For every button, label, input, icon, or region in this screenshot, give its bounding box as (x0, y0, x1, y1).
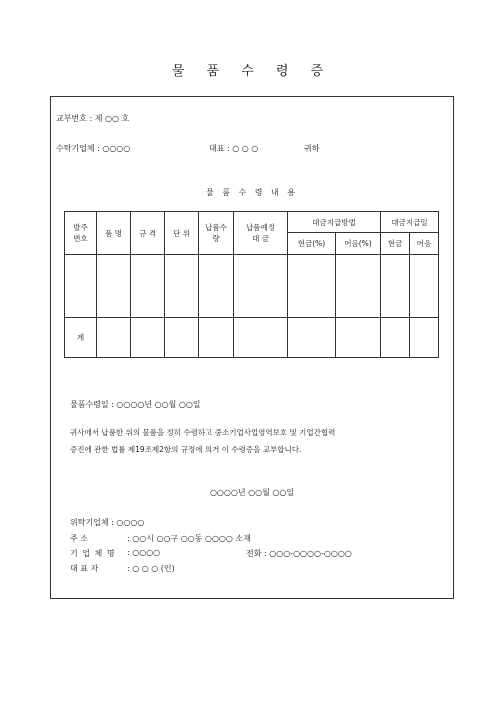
issue-number: 교부번호 : 제 ○○ 호 (56, 114, 130, 123)
header-order-no: 발주 번호 (65, 212, 97, 255)
issuer-name: : ○○○○ (127, 548, 161, 557)
table-cell (410, 255, 439, 318)
table-cell (131, 255, 165, 318)
header-pay-method: 대금지급방법 (288, 212, 381, 233)
issuer-address: : ○○시 ○○구 ○○동 ○○○○ 소재 (127, 534, 251, 543)
contractor-representative: 대표 : ○ ○ ○ (209, 144, 259, 153)
receipt-date: 물품수령일 : ○○○○년 ○○월 ○○일 (70, 400, 201, 409)
header-cash: 현금 (381, 233, 410, 255)
table-cell (97, 318, 131, 358)
table-cell (234, 318, 288, 358)
issuer-company: 위탁기업체 : ○○○○ (70, 518, 145, 527)
issuer-address-label: 주 소 (70, 534, 88, 543)
header-unit: 단 위 (165, 212, 199, 255)
table-cell (65, 255, 97, 318)
table-cell (288, 318, 336, 358)
issuer-rep: : ○ ○ ○ (인) (127, 564, 175, 573)
header-spec: 규 격 (131, 212, 165, 255)
table-cell (199, 318, 234, 358)
table-total-row (65, 318, 439, 358)
table-cell (97, 255, 131, 318)
honorific: 귀하 (304, 144, 320, 153)
table-cell (336, 255, 381, 318)
header-bill: 어음 (410, 233, 439, 255)
contractor-company: 수탁기업체 : ○○○○ (56, 144, 131, 153)
issuer-rep-label: 대 표 자 (70, 564, 99, 573)
header-qty: 납품수 량 (199, 212, 234, 255)
total-label: 계 (65, 318, 97, 358)
table-cell (410, 318, 439, 358)
table-cell (381, 318, 410, 358)
issuer-phone: 전화 : ○○○-○○○○-○○○○ (246, 549, 352, 558)
table-cell (336, 318, 381, 358)
table-cell (165, 318, 199, 358)
statement-line-1: 귀사에서 납품한 위의 물품을 정히 수령하고 중소기업사업영역보호 및 기업간협력 (70, 428, 336, 437)
table-cell (381, 255, 410, 318)
header-amount: 납품예정 대 금 (234, 212, 288, 255)
header-bill-pct: 어음(%) (336, 233, 381, 255)
table-cell (165, 255, 199, 318)
table-cell (199, 255, 234, 318)
issue-date: ○○○○년 ○○월 ○○일 (209, 488, 295, 497)
document-title: 물 품 수 령 증 (171, 64, 333, 79)
table-cell (288, 255, 336, 318)
header-cash-pct: 현금(%) (288, 233, 336, 255)
statement-line-2: 증진에 관한 법률 제19조제2항의 규정에 의거 이 수령증을 교부합니다. (70, 445, 302, 454)
document-frame (50, 96, 454, 599)
issuer-name-label: 기 업 체 명 (70, 549, 116, 558)
table-cell (234, 255, 288, 318)
section-title: 물 품 수 령 내 용 (205, 188, 299, 197)
table-cell (131, 318, 165, 358)
items-table (64, 211, 439, 358)
header-item: 품 명 (97, 212, 131, 255)
header-pay-date: 대금지급일 (381, 212, 439, 233)
table-row (65, 255, 439, 318)
